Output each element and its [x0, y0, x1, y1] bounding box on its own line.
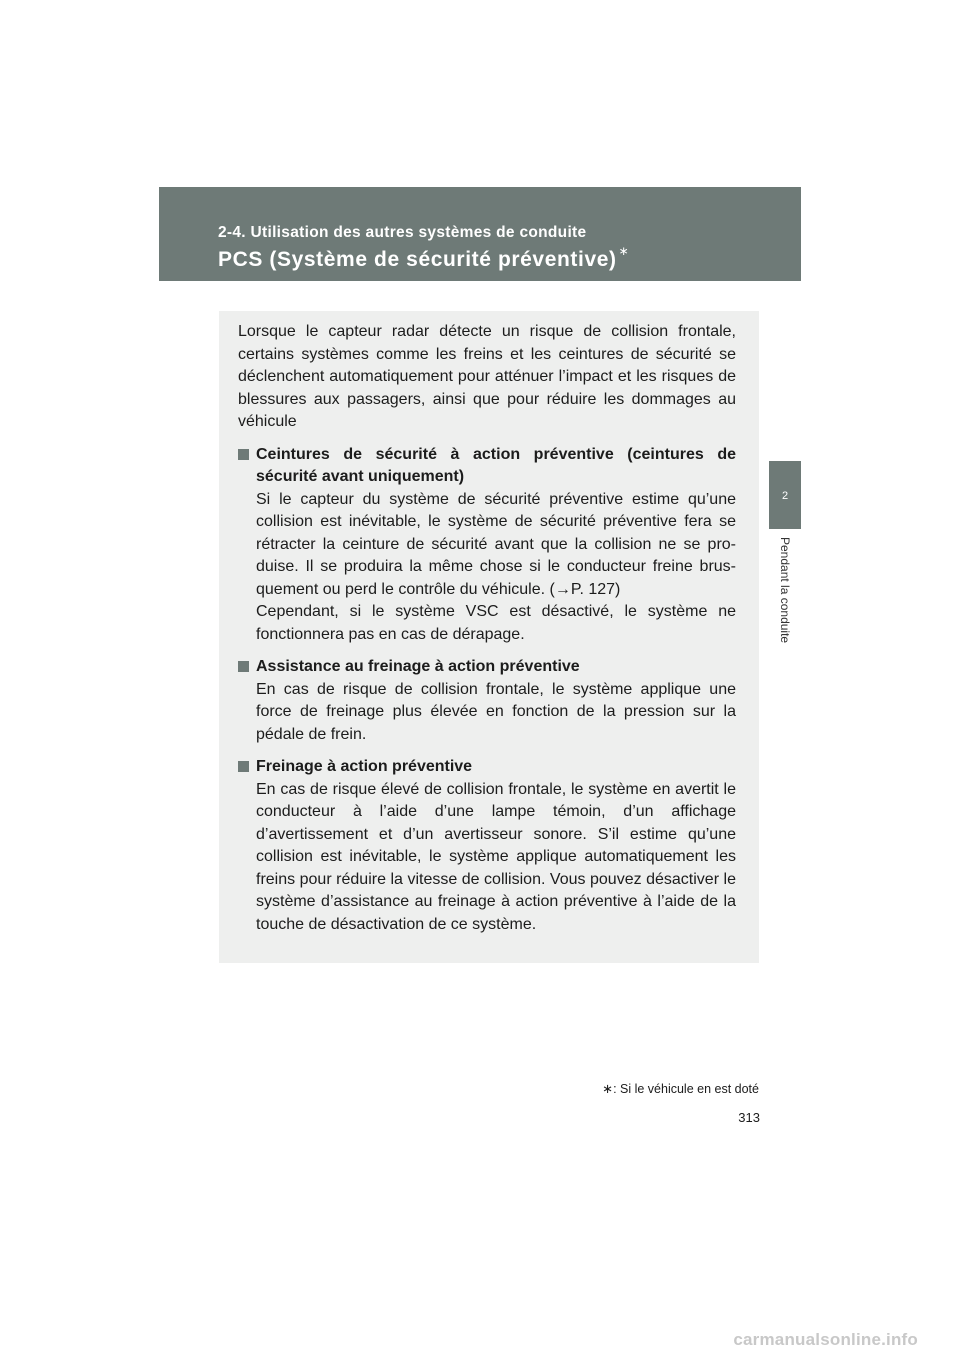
- chapter-side-label: [771, 537, 799, 672]
- optional-equipment-mark: ∗: [618, 244, 630, 258]
- page-title-text: PCS (Système de sécurité préventive): [218, 248, 617, 271]
- item-heading-text: Ceintures de sécurité à action préventive (ceintures de sécurité avant uniquement): [256, 445, 736, 485]
- item-heading: [238, 444, 736, 489]
- item-paragraph: En cas de risque de collision frontale, le système applique une force de freinage plus élevée en fonction de la pression sur la pédale de frein.: [256, 680, 736, 743]
- item-body: [238, 489, 736, 647]
- item-paragraph: Cependant, si le système VSC est désactivé, le système ne fonctionnera pas en cas de dérapage.: [256, 603, 736, 643]
- list-item: [238, 444, 736, 647]
- footnote-text: : Si le véhicule en est doté: [613, 1082, 759, 1096]
- footnote: [602, 1081, 759, 1097]
- chapter-header: [159, 187, 801, 281]
- chapter-label: Pendant la conduite: [778, 537, 792, 644]
- item-heading: [238, 756, 736, 779]
- chapter-number: 2: [781, 490, 789, 502]
- item-heading-text: Freinage à action préventive: [256, 758, 473, 775]
- asterisk-icon: ∗: [602, 1081, 614, 1096]
- item-body: [238, 679, 736, 747]
- item-paragraph: En cas de risque élevé de collision frontale, le système en avertit le conducteur à l’aide d’une lampe témoin, d’un affichage d’avertissement et d’un avertisseur sonore. S’il estime qu’une collision est inévitable, le système applique automatiquement les freins pour réduire la vitesse de collision. Vous pouvez désactiver le système d’assistance au freinage à action préventive à l’aide de la touche de désactivation de ce système.: [256, 780, 736, 933]
- page-number: 313: [738, 1110, 760, 1125]
- list-item: [238, 656, 736, 746]
- intro-paragraph: Lorsque le capteur radar détecte un risque de collision frontale, certains systèmes comme les freins et les ceintures de sécurité se déclenchent automatiquement pour atténuer l’impact et les risques de blessures aux passagers, ainsi que pour réduire les dommages au véhicule: [238, 323, 736, 430]
- square-bullet-icon: [238, 449, 249, 460]
- list-item: [238, 756, 736, 936]
- item-heading: [238, 656, 736, 679]
- content-box: [219, 311, 759, 963]
- item-body: [238, 779, 736, 937]
- section-title: 2-4. Utilisation des autres systèmes de conduite: [218, 224, 587, 241]
- page-title: [218, 244, 630, 272]
- square-bullet-icon: [238, 661, 249, 672]
- watermark: carmanualsonline.info: [733, 1330, 918, 1349]
- item-heading-text: Assistance au freinage à action préventive: [256, 658, 580, 675]
- square-bullet-icon: [238, 761, 249, 772]
- chapter-tab: [769, 461, 801, 529]
- item-paragraph: Si le capteur du système de sécurité préventive estime qu’une collision est inévitable, le système de sécurité préventive fera se rétracter la ceinture de sécurité avant que la collision ne se produise. Il se produira la même chose si le conducteur freine brusquement ou perd le contrôle du véhicule. (→P. 127): [256, 490, 736, 598]
